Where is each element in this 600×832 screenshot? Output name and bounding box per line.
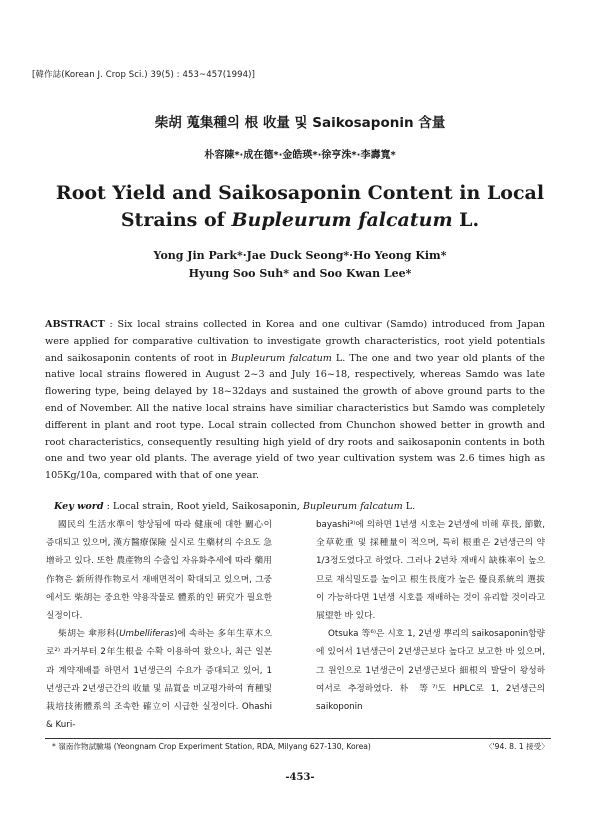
english-authors xyxy=(0,247,600,283)
paragraph: 國民의 生活水準이 향상됨에 따라 健康에 대한 關心이 증대되고 있으며, 漢方醫療保險 실시로 生藥材의 수요도 急增하고 있다. 또한 農產物의 수출입 자유화추세에 따라 藥用作物은 新所得作物로서 재배면적이 확대되고 있으며, 그중에서도 柴胡는 중요한 약용작물로 體系的인 硏究가 필요한 실정이다. xyxy=(46,520,272,622)
journal-reference: [韓作誌(Korean J. Crop Sci.) 39(5) : 453~457(1994)] xyxy=(32,70,255,80)
keyword-label: Key word xyxy=(54,501,104,512)
footnote-rule xyxy=(45,738,551,739)
korean-authors: 朴容陳*·成在德*·金皓瑛*·徐亨洙*·李壽寬* xyxy=(204,150,396,161)
abstract-species: Bupleurum falcatum xyxy=(231,352,332,364)
abstract-text: Six local strains collected in Korea and one cultivar (Samdo) introduced from Japan were applied for comparative cultivation to investigate growth characteristics, root yield potentials and saikosaponin contents of root in xyxy=(45,319,545,364)
body-right-column xyxy=(316,516,545,716)
paragraph-text: 柴胡는 傘形科( xyxy=(58,629,120,640)
authors-line1: Yong Jin Park*·Jae Duck Seong*·Ho Yeong Kim* xyxy=(153,249,447,262)
keywords xyxy=(54,501,415,512)
keyword-species: Bupleurum falcatum xyxy=(302,501,403,512)
abstract-text: L. The one and two year old plants of the native local strains flowered in August 2~3 and July 16~18, respectively, whereas Samdo was late flowering type, being delayed by 18~32days and sustained the growth of above ground parts to the end of November. All the native local strains have similiar characteristics but Samdo was completely different in plant and root type. Local strain collected from Chunchon showed better in growth and root characteristics, consequently resulting high yield of dry roots and saikosaponin contents in both one and two year old plants. The average yield of two year cultivation system was 2.6 times high as 105Kg/10a, compared with that of one year. xyxy=(45,352,545,482)
abstract xyxy=(45,317,545,485)
keyword-sep: : xyxy=(103,501,113,512)
english-title xyxy=(0,180,600,234)
affiliation-footnote: * 嶺南作物試驗場 (Yeongnam Crop Experiment Station, RDA, Milyang 627-130, Korea) xyxy=(52,742,371,751)
authors-line2: Hyung Soo Suh* and Soo Kwan Lee* xyxy=(188,267,412,280)
family-name: Umbelliferas xyxy=(119,629,174,640)
keyword-text: L. xyxy=(402,501,416,512)
paragraph-text: )에 속하는 多年生草木으로²⁾ 과거부터 2年生根을 수확 이용하여 왔으나, 최근 일본과 계약재배를 하면서 1년생근의 수요가 증대되고 있어, 1년생근과 2년생근간의 收量 및 品質을 비교평가하여 育種및 栽培技術體系의 조속한 確立이 시급한 실정이다. Ohashi & Kuri- xyxy=(46,629,273,731)
abstract-sep: : xyxy=(104,319,118,330)
keyword-text: Local strain, Root yield, Saikosaponin, xyxy=(112,501,303,512)
korean-title: 柴胡 蒐集種의 根 收量 및 Saikosaponin 含量 xyxy=(154,115,446,131)
english-title-line1: Root Yield and Saikosaponin Content in Local xyxy=(55,182,545,204)
title-text: L. xyxy=(452,209,480,231)
received-date: 〈'94. 8. 1 接受〉 xyxy=(485,742,549,751)
species-name: Bupleurum falcatum xyxy=(231,209,453,231)
paragraph: bayashi³⁾에 의하면 1년생 시호는 2년생에 비해 草長, 節數, 全草乾重 및 採種量이 적으며, 특히 根重은 2년생근의 약 1/3정도였다고 하였다. 그러나 2년차 재배시 缺株率이 높으므로 재식밀도를 높이고 根生長度가 높은 優良系統의 選拔이 가능하다면 1년생 시호를 재배하는 것이 유리할 것이라고 展望한 바 있다. xyxy=(316,520,545,622)
abstract-label: ABSTRACT xyxy=(45,319,105,330)
english-title-line2 xyxy=(0,207,600,234)
body-left-column xyxy=(46,516,272,734)
title-text: Strains of xyxy=(120,209,232,231)
paragraph: Otsuka 等⁶⁾은 시호 1, 2년생 뿌리의 saikosaponin함량에 있어서 1년생근이 2년생근보다 높다고 보고한 바 있으며, 그 원인으로 1년생근이 2년생근보다 細根의 발달이 왕성하여서로 추정하였다. 朴 等⁷⁾도 HPLC로 1, 2년생근의 saikoponin xyxy=(316,629,545,713)
paragraph xyxy=(46,625,272,734)
page-number: -453- xyxy=(285,772,315,783)
